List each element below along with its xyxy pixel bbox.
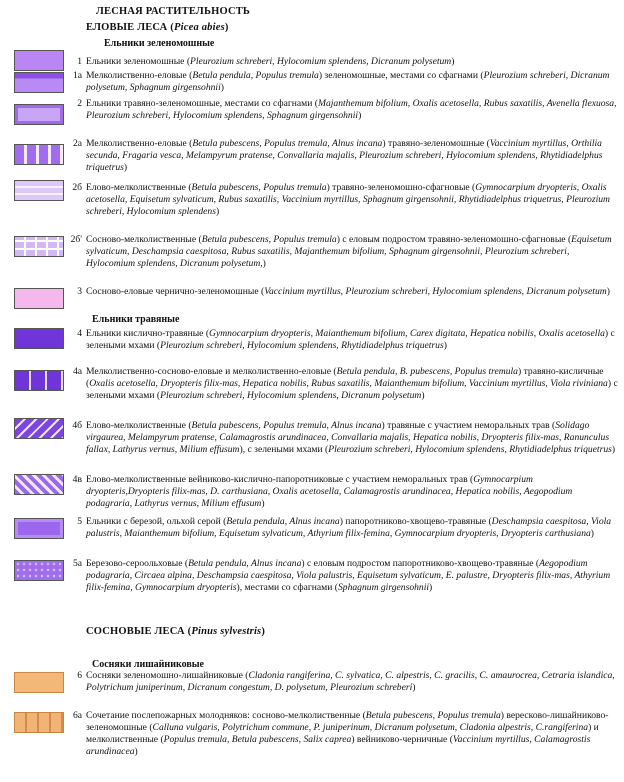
entry-text: Ельники зеленомошные (Pleurozium schreberi, Hylocomium splendens, Dicranum polysetum) [86, 56, 455, 67]
legend-entry [72, 138, 618, 174]
entry-text: Ельники с березой, ольхой серой (Betula pendula, Alnus incana) папоротниково-хвощево-травяные (Deschampsia caespitosa, Viola palustris, Maianthemum bifolium, Equisetum sylvaticum, Athyrium filix-femina, Gymnocarpium dryopteris, Dryopteris carthusiana) [86, 516, 612, 540]
legend-entry [72, 558, 618, 594]
legend-entry [72, 420, 618, 456]
entry-text: Елово-мелколиственные вейниково-кислично-папоротниковые с участием неморальных трав (Gymnocarpium dryopteris,Dryopteris filix-mas, D. carthusiana, Oxalis acetosella, Calamagrostis arundinacea, Hepatica nobilis, Aegopodium podagraria, Lathyrus vernus, Milium effusum) [86, 474, 573, 510]
entry-number: 6а [72, 710, 82, 721]
legend-entry [77, 98, 618, 122]
legend-entry [72, 366, 618, 402]
entry-number: 2б [72, 182, 82, 193]
legend-entry [77, 328, 618, 352]
legend-entry [77, 56, 618, 68]
legend-entry [72, 70, 618, 94]
entry-text: Сочетание послепожарных молодняков: сосново-мелколиственные (Betula pubescens, Populus tremula) вересково-лишайниково-зеленомошные (Calluna vulgaris, Polytrichum commune, P. juniperinum, Dicranum polysetum, Cladonia alpestris, C.rangiferina) и мелколиственные (Populus tremula, Betula pubescens, Salix caprea) вейниково-черничные (Vaccinium myrtillus, Calamagrostis arundinacea) [86, 710, 609, 758]
entry-text: Елово-мелколиственные (Betula pubescens, Populus tremula, Alnus incana) травяные с участием неморальных трав (Solidago virgaurea, Melampyrum pratense, Calamagrostis arundinacea, Convallaria majalis, Hepatica nobilis, Dryopteris filix-mas, Ranunculus fallax, Lathyrus vernus, Milium effusum), с зелеными мхами (Pleurozium schreberi, Hylocomium splendens, Rhytidiadelphus triquetrus) [86, 420, 616, 456]
subheading-green-moss: Ельники зеленомошные [104, 38, 215, 49]
entry-text: Мелколиственно-еловые (Betula pendula, Populus tremula) зеленомошные, местами со сфагнами (Pleurozium schreberi, Dicranum polysetum, Sphagnum girgensohnii) [86, 70, 610, 94]
legend-entry [70, 234, 618, 270]
legend-entry [72, 474, 618, 510]
entry-number: 5а [72, 558, 82, 569]
subheading-lichen: Сосняки лишайниковые [92, 659, 204, 670]
legend-entry [77, 286, 618, 298]
subheading-herb: Ельники травяные [92, 314, 180, 325]
entry-text: Сосново-еловые чернично-зеленомошные (Vaccinium myrtillus, Pleurozium schreberi, Hylocomium splendens, Dicranum polysetum) [86, 286, 610, 297]
entry-text: Ельники кислично-травяные (Gymnocarpium dryopteris, Maianthemum bifolium, Carex digitata, Hepatica nobilis, Oxalis acetosella) с зелеными мхами (Pleurozium schreberi, Hylocomium splendens, Rhytidiadelphus triquetrus) [86, 328, 615, 352]
entry-number: 4 [77, 328, 82, 339]
entry-number: 4в [72, 474, 82, 485]
legend-entry [77, 516, 618, 540]
entry-text: Мелколиственно-сосново-еловые и мелколиственно-еловые (Betula pendula, B. pubescens, Populus tremula) травяно-кисличные (Oxalis acetosella, Dryopteris filix-mas, Hepatica nobilis, Rubus saxatilis, Maianthemum bifolium, Vaccinium myrtillus, Viola riviniana) с зелеными мхами (Pleurozium schreberi, Hylocomium splendens, Dicranum polysetum) [86, 366, 618, 402]
legend-title: ЛЕСНАЯ РАСТИТЕЛЬНОСТЬ [96, 6, 251, 17]
legend-entry [72, 710, 618, 758]
entry-number: 2а [72, 138, 82, 149]
entry-number: 2 [77, 98, 82, 109]
entry-number: 1а [72, 70, 82, 81]
entry-text: Сосняки зеленомошно-лишайниковые (Cladonia rangiferina, C. sylvatica, C. alpestris, C. gracilis, C. amaurocrea, Cetraria islandica, Polytrichum juniperinum, Dicranum congestum, D. polysetum, Pleurozium schreberi) [86, 670, 615, 694]
entry-text: Сосново-мелколиственные (Betula pubescens, Populus tremula) с еловым подростом травяно-зеленомошно-сфагновые (Equisetum sylvaticum, Deschampsia caespitosa, Rubus saxatilis, Majanthemum bifolium, Sphagnum girgensohnii, Pleurozium schreberi, Hylocomium splendens, Dicranum polysetum,) [86, 234, 612, 270]
entry-number: 1 [77, 56, 82, 67]
legend-entry [72, 182, 618, 218]
section-spruce-heading: ЕЛОВЫЕ ЛЕСА (Picea abies) [86, 22, 229, 33]
entry-number: 4а [72, 366, 82, 377]
legend-entry [77, 670, 618, 694]
entry-number: 3 [77, 286, 82, 297]
entry-number: 4б [72, 420, 82, 431]
section-pine-heading: СОСНОВЫЕ ЛЕСА (Pinus sylvestris) [86, 626, 266, 637]
entry-text: Березово-сероольховые (Betula pendula, Alnus incana) с еловым подростом папоротниково-хвощево-травяные (Aegopodium podagraria, Circaea alpina, Deschampsia caespitosa, Viola palustris, Equisetum sylvaticum, E. palustre, Dryopteris filix-mas, Athyrium filix-femina, Gymnocarpium dryopteris), местами со сфагнами (Sphagnum girgensohnii) [86, 558, 611, 594]
entry-number: 6 [77, 670, 82, 681]
entry-number: 5 [77, 516, 82, 527]
entry-text: Мелколиственно-еловые (Betula pubescens, Populus tremula, Alnus incana) травяно-зеленомошные (Vaccinium myrtillus, Orthilia secunda, Fragaria vesca, Melampyrum pratense, Convallaria majalis, Pleurozium schreberi, Hylocomium splendens, Rhytidiadelphus triquetrus) [86, 138, 603, 174]
entry-text: Елово-мелколиственные (Betula pubescens, Populus tremula) травяно-зеленомошно-сфагновые (Gymnocarpium dryopteris, Oxalis acetosella, Equisetum sylvaticum, Rubus saxatilis, Vaccinium myrtillus, Sphagnum girgensohnii, Rhytidiadelphus triquetrus, Pleurozium schreberi, Hylocomium splendens) [86, 182, 610, 218]
entry-number: 2б' [70, 234, 82, 245]
entry-text: Ельники травяно-зеленомошные, местами со сфагнами (Majanthemum bifolium, Oxalis acetosella, Rubus saxatilis, Avenella flexuosa, Pleurozium schreberi, Hylocomium splendens, Sphagnum girgensohnii) [86, 98, 617, 122]
